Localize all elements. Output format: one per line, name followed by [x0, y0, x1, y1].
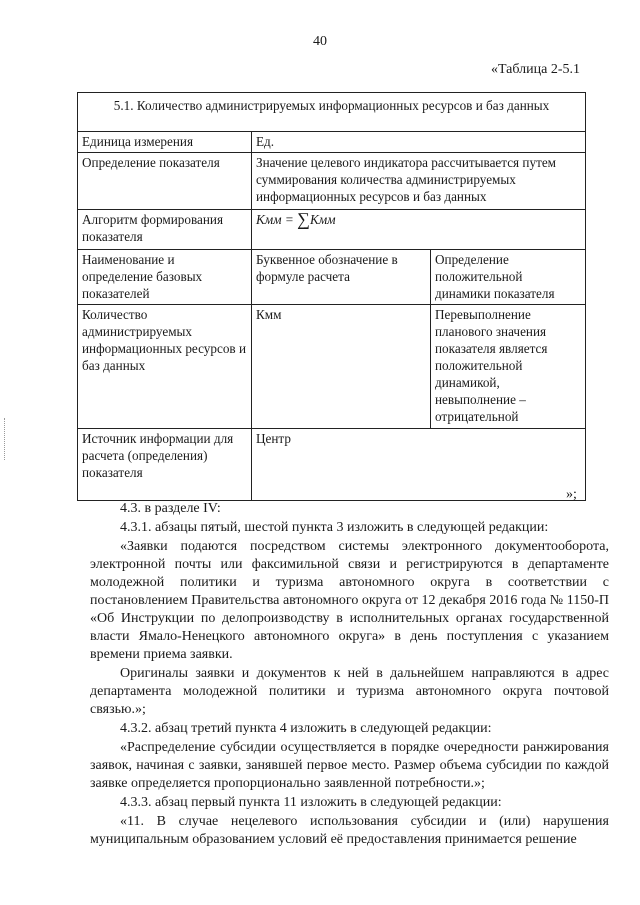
table-row	[78, 210, 586, 250]
unit-value: Ед.	[252, 132, 586, 153]
sigma-symbol: ∑	[297, 209, 310, 229]
unit-label: Единица измерения	[78, 132, 252, 153]
document-body	[90, 500, 609, 849]
table-title: 5.1. Количество администрируемых информационных ресурсов и баз данных	[78, 93, 586, 132]
scan-margin-mark	[4, 418, 6, 460]
table-caption: «Таблица 2-5.1	[490, 62, 580, 77]
table-row	[78, 250, 586, 305]
paragraph: «Распределение субсидии осуществляется в порядке очередности ранжирования заявок, начиная с заявки, занявшей первое место. Размер объема субсидии по каждой заявке определяется пропорционально заявленной потребности.»;	[90, 740, 609, 791]
table-row	[78, 305, 586, 429]
table-row	[78, 132, 586, 153]
page-number: 40	[313, 34, 327, 49]
paragraph: 4.3.1. абзацы пятый, шестой пункта 3 изложить в следующей редакции:	[120, 520, 549, 535]
base-header-col2: Буквенное обозначение в формуле расчета	[252, 250, 431, 305]
table-closing-quote: »;	[566, 487, 577, 502]
formula	[256, 209, 336, 229]
paragraph: 4.3. в разделе IV:	[120, 501, 221, 516]
definition-value: Значение целевого индикатора рассчитывается путем суммирования количества администрируемых информационных ресурсов и баз данных	[252, 153, 586, 210]
count-col1: Количество администрируемых информационных ресурсов и баз данных	[78, 305, 252, 429]
paragraph: «Заявки подаются посредством системы электронного документооборота, электронной почты или факсимильной связи и регистрируются в департаменте молодежной политики и туризма автономного округа в соответствии с постановлением Правительства автономного округа от 12 декабря 2016 года № 1150-П «Об Инструкции по делопроизводству в исполнительных органах государственной власти Ямало-Ненецкого автономного округа» в день поступления с указанием времени приема заявки.	[90, 539, 609, 662]
paragraph: «11. В случае нецелевого использования субсидии и (или) нарушения муниципальным образованием условий её предоставления принимается решение	[90, 814, 609, 847]
count-col2: Кмм	[252, 305, 431, 429]
table-row	[78, 153, 586, 210]
source-value: Центр	[252, 429, 586, 501]
paragraph: Оригиналы заявки и документов к ней в дальнейшем направляются в адрес департамента молодежной политики и туризма автономного округа почтовой связью.»;	[90, 666, 609, 717]
indicator-table	[77, 92, 586, 501]
algorithm-label: Алгоритм формирования показателя	[78, 210, 252, 250]
formula-lhs: Кмм =	[256, 212, 294, 227]
base-header-col3: Определение положительной динамики показателя	[431, 250, 586, 305]
algorithm-formula	[252, 210, 586, 250]
formula-rhs: Кмм	[309, 212, 336, 227]
paragraph: 4.3.3. абзац первый пункта 11 изложить в следующей редакции:	[120, 795, 502, 810]
definition-label: Определение показателя	[78, 153, 252, 210]
paragraph: 4.3.2. абзац третий пункта 4 изложить в следующей редакции:	[120, 721, 492, 736]
base-header-col1: Наименование и определение базовых показателей	[78, 250, 252, 305]
source-label: Источник информации для расчета (определения) показателя	[78, 429, 252, 501]
table-row	[78, 429, 586, 501]
count-col3: Перевыполнение планового значения показателя является положительной динамикой, невыполнение – отрицательной	[431, 305, 586, 429]
